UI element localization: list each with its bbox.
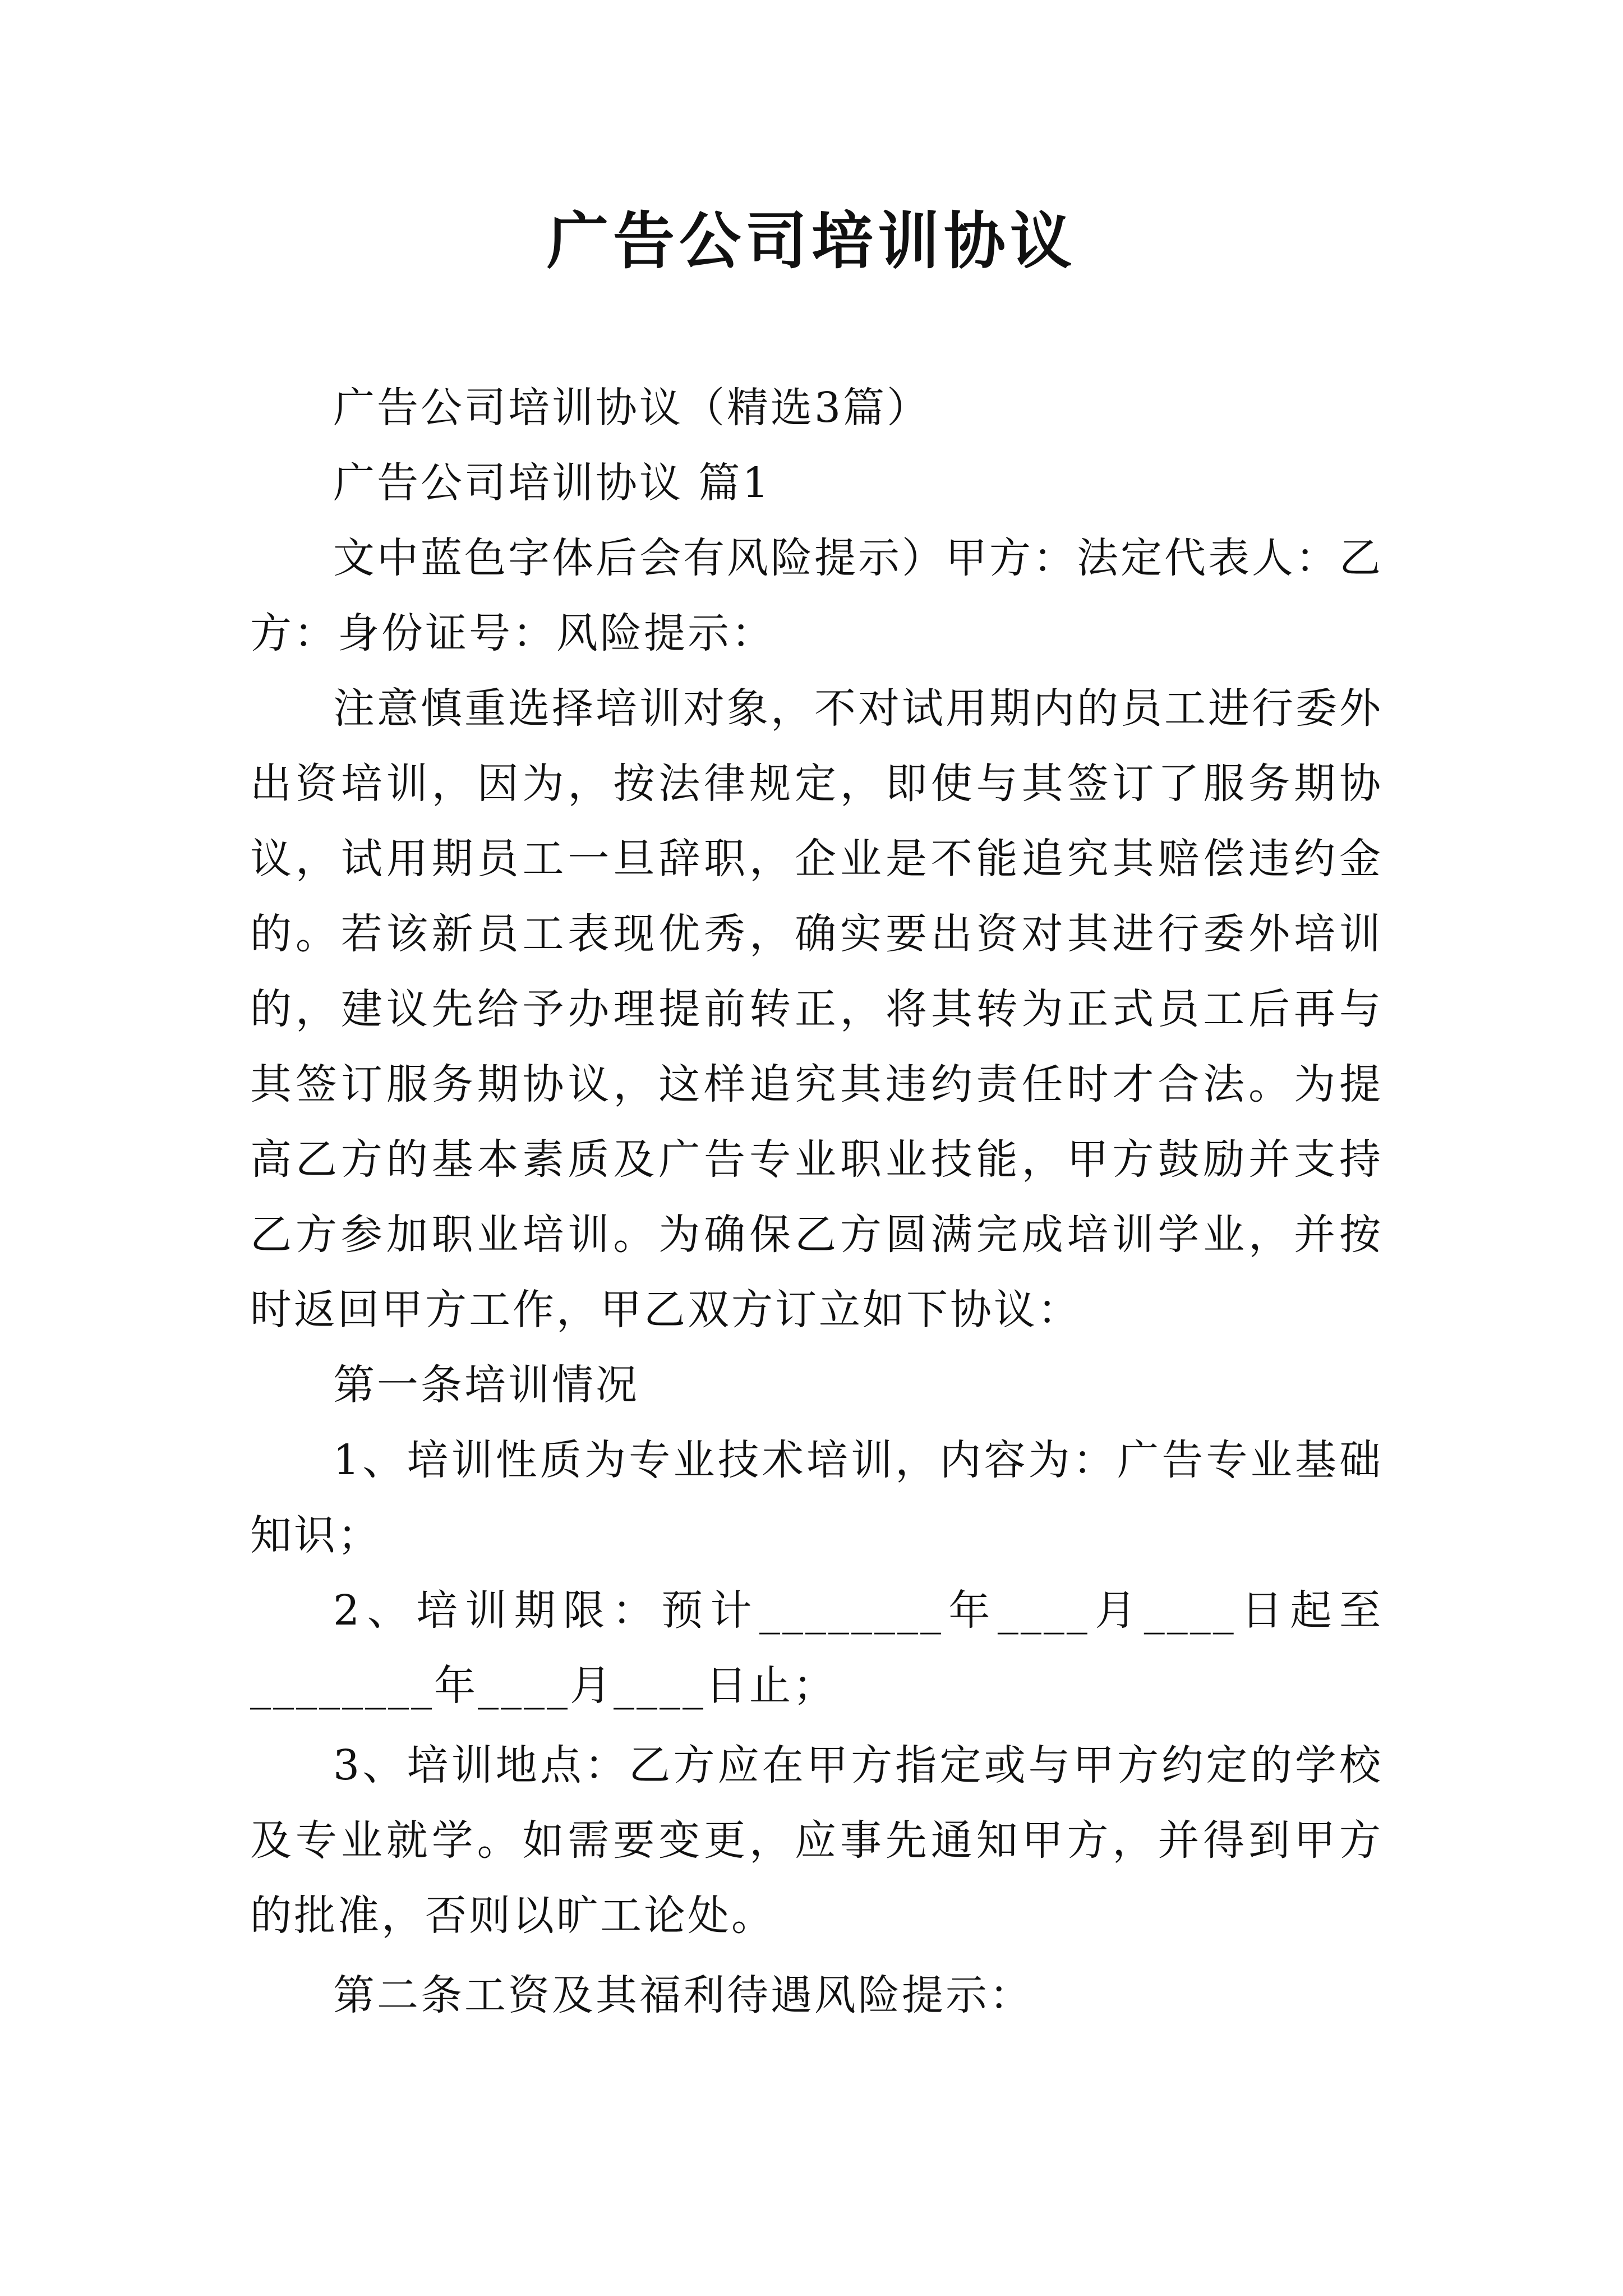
document-body	[250, 370, 1383, 2033]
paragraph-section-heading: 广告公司培训协议 篇1	[333, 459, 771, 507]
paragraph-article-1-heading: 第一条培训情况	[333, 1361, 639, 1409]
paragraph-training-period: 2、培训期限：预计________年____月____日起至________年____月____日止；	[250, 1586, 1383, 1710]
paragraph-training-nature: 1、培训性质为专业技术培训，内容为：广告专业基础知识；	[250, 1436, 1383, 1559]
paragraph-subtitle: 广告公司培训协议（精选3篇）	[333, 384, 931, 432]
paragraph-article-2-heading: 第二条工资及其福利待遇风险提示：	[333, 1971, 1033, 2019]
paragraph-training-location: 3、培训地点：乙方应在甲方指定或与甲方约定的学校及专业就学。如需要变更，应事先通知甲方，并得到甲方的批准，否则以旷工论处。	[250, 1741, 1383, 1940]
document-title: 广告公司培训协议	[547, 205, 1076, 277]
paragraph-risk-notice: 注意慎重选择培训对象，不对试用期内的员工进行委外出资培训，因为，按法律规定，即使与其签订了服务期协议，试用期员工一旦辞职，企业是不能追究其赔偿违约金的。若该新员工表现优秀，确实要出资对其进行委外培训的，建议先给予办理提前转正，将其转为正式员工后再与其签订服务期协议，这样追究其违约责任时才合法。为提高乙方的基本素质及广告专业职业技能，甲方鼓励并支持乙方参加职业培训。为确保乙方圆满完成培训学业，并按时返回甲方工作，甲乙双方订立如下协议：	[250, 684, 1383, 1334]
paragraph-parties: 文中蓝色字体后会有风险提示）甲方：法定代表人：乙方：身份证号：风险提示：	[250, 534, 1383, 657]
